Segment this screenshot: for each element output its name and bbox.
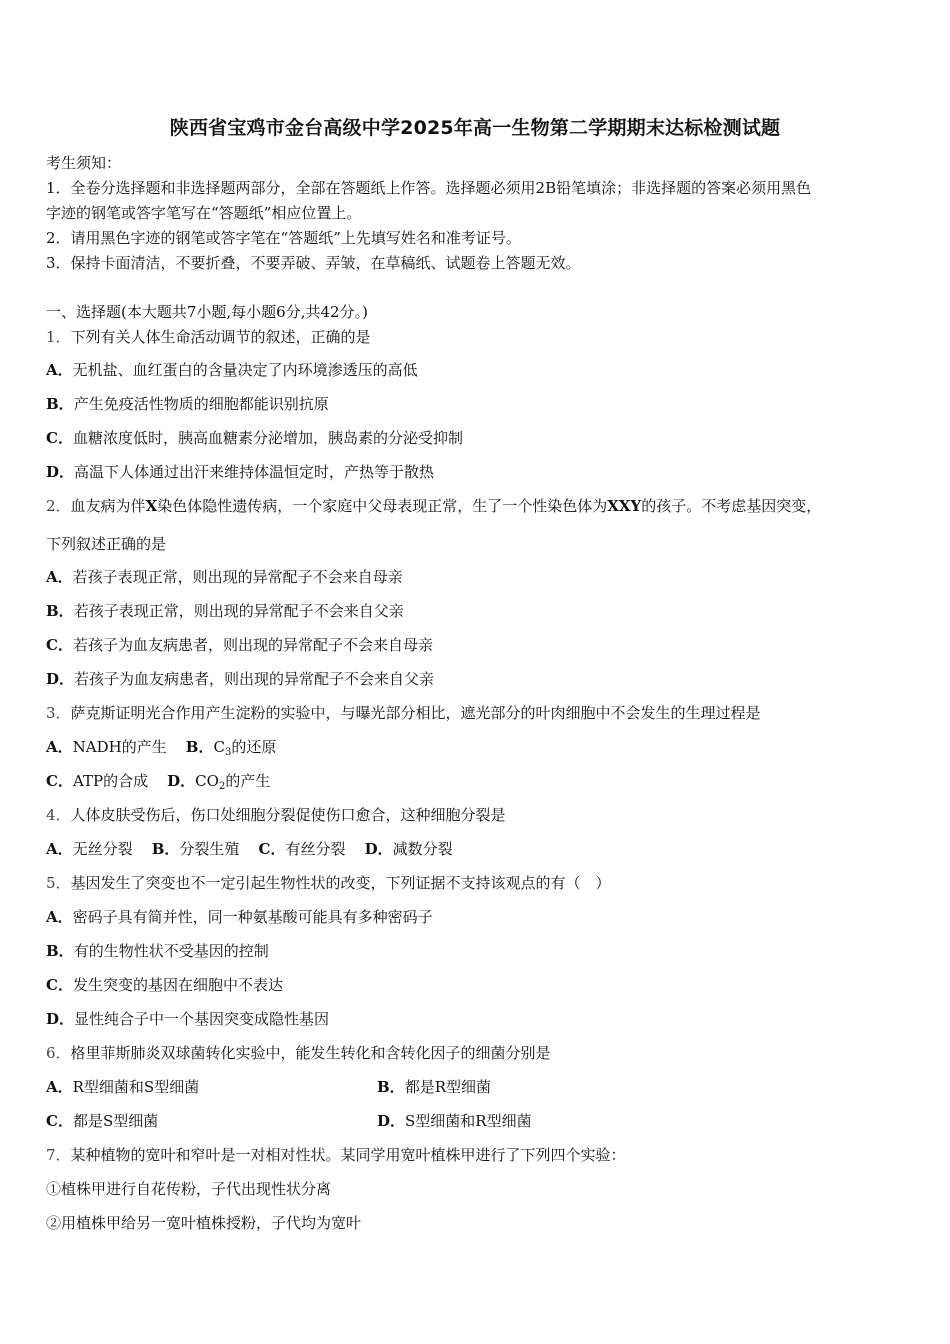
question-1-stem — [46, 327, 371, 347]
question-number: 4． — [46, 806, 71, 824]
option-text: NADH的产生 — [72, 738, 167, 756]
q4-options — [46, 839, 453, 859]
option-label: C． — [46, 429, 73, 447]
option-label: B． — [46, 395, 74, 413]
q3-options-ab — [46, 737, 276, 763]
q2-option-c — [46, 635, 433, 655]
question-text: 某种植物的宽叶和窄叶是一对相对性状。某同学用宽叶植株甲进行了下列四个实验： — [70, 1146, 626, 1164]
q1-option-c — [46, 428, 463, 448]
question-number: 2． — [46, 497, 71, 515]
question-number: 6． — [46, 1044, 71, 1062]
question-text: 染色体隐性遗传病，一个家庭中父母表现正常，生了一个性染色体为 — [157, 497, 608, 515]
question-7-stem — [46, 1145, 626, 1165]
option-text: 都是R型细菌 — [404, 1078, 491, 1096]
option-label: B． — [46, 602, 74, 620]
q5-option-a — [46, 907, 433, 927]
q6-option-b — [377, 1077, 491, 1097]
option-text: 若孩子表现正常，则出现的异常配子不会来自父亲 — [73, 602, 404, 620]
option-text: CO — [195, 772, 219, 790]
page-title: 陕西省宝鸡市金台高级中学2025年高一生物第二学期期末达标检测试题 — [169, 117, 781, 139]
option-text: 有的生物性状不受基因的控制 — [73, 942, 269, 960]
option-text: 显性纯合子中一个基因突变成隐性基因 — [74, 1010, 330, 1028]
option-label: B． — [46, 942, 74, 960]
q5-option-c — [46, 975, 283, 995]
option-label: B． — [377, 1078, 405, 1096]
question-text: 血友病为伴 — [70, 497, 146, 515]
option-label: A． — [46, 840, 73, 858]
option-label: A． — [46, 568, 73, 586]
q5-option-b — [46, 941, 269, 961]
question-number: 7． — [46, 1146, 71, 1164]
question-3-stem — [46, 703, 761, 723]
option-text: 有丝分裂 — [285, 840, 346, 858]
option-text: 若孩子为血友病患者，则出现的异常配子不会来自母亲 — [72, 636, 433, 654]
question-5-stem — [46, 873, 611, 893]
option-text: 都是S型细菌 — [72, 1112, 159, 1130]
option-label: B． — [185, 738, 214, 756]
option-label: A． — [46, 908, 73, 926]
option-text: 高温下人体通过出汗来维持体温恒定时，产热等于散热 — [74, 463, 435, 481]
question-text: 下列有关人体生命活动调节的叙述，正确的是 — [70, 328, 371, 346]
option-label: C． — [46, 636, 73, 654]
option-text: S型细菌和R型细菌 — [405, 1112, 532, 1130]
question-2-stem — [46, 496, 821, 516]
option-text: 发生突变的基因在细胞中不表达 — [72, 976, 283, 994]
option-label: D． — [167, 772, 196, 790]
option-label: D． — [46, 670, 75, 688]
option-text: R型细菌和S型细菌 — [72, 1078, 200, 1096]
q1-option-d — [46, 462, 434, 482]
option-text: ATP的合成 — [72, 772, 149, 790]
option-text: 的还原 — [231, 738, 277, 756]
q7-item-2: ②用植株甲给另一宽叶植株授粉，子代均为宽叶 — [46, 1214, 362, 1232]
question-number: 3． — [46, 704, 71, 722]
notice-header: 考生须知： — [46, 154, 122, 172]
q2-option-a — [46, 567, 403, 587]
q2-option-b — [46, 601, 404, 621]
q7-item-1: ①植株甲进行自花传粉，子代出现性状分离 — [46, 1180, 332, 1198]
question-text: 的孩子。不考虑基因突变， — [641, 497, 822, 515]
option-label: C． — [46, 976, 73, 994]
question-text: 萨克斯证明光合作用产生淀粉的实验中，与曝光部分相比，遮光部分的叶肉细胞中不会发生的生理过程是 — [70, 704, 761, 722]
option-text: 若孩子表现正常，则出现的异常配子不会来自母亲 — [72, 568, 403, 586]
option-label: C． — [46, 772, 73, 790]
question-number: 1． — [46, 328, 71, 346]
question-6-stem — [46, 1043, 551, 1063]
option-text: 无丝分裂 — [72, 840, 133, 858]
option-text: 密码子具有简并性，同一种氨基酸可能具有多种密码子 — [72, 908, 433, 926]
q1-option-a — [46, 360, 418, 380]
option-label: B． — [151, 840, 180, 858]
option-label: C． — [258, 840, 286, 858]
option-label: A． — [46, 361, 73, 379]
notice-item-3: 3．保持卡面清洁，不要折叠，不要弄破、弄皱，在草稿纸、试题卷上答题无效。 — [46, 254, 581, 272]
question-4-stem — [46, 805, 506, 825]
chromosome-x: X — [145, 497, 158, 515]
subscript: 2 — [218, 781, 226, 792]
option-label: A． — [46, 1078, 73, 1096]
notice-item-2: 2．请用黑色字迹的钢笔或答字笔在“答题纸”上先填写姓名和准考证号。 — [46, 229, 521, 247]
option-text: 无机盐、血红蛋白的含量决定了内环境渗透压的高低 — [72, 361, 418, 379]
option-label: C． — [46, 1112, 73, 1130]
option-text: 产生免疫活性物质的细胞都能识别抗原 — [73, 395, 329, 413]
q6-options-cd — [46, 1111, 906, 1131]
q3-options-cd — [46, 771, 270, 797]
question-2-stem-cont: 下列叙述正确的是 — [46, 535, 167, 553]
option-text: 的产生 — [225, 772, 271, 790]
question-number: 5． — [46, 874, 71, 892]
option-text: 血糖浓度低时，胰高血糖素分泌增加，胰岛素的分泌受抑制 — [72, 429, 463, 447]
q1-option-b — [46, 394, 329, 414]
notice-item-1: 1．全卷分选择题和非选择题两部分，全部在答题纸上作答。选择题必须用2B铅笔填涂；非选择题的答案必须用黑色 — [46, 179, 812, 197]
question-text: 格里菲斯肺炎双球菌转化实验中，能发生转化和含转化因子的细菌分别是 — [70, 1044, 551, 1062]
notice-item-1-cont: 字迹的钢笔或答字笔写在“答题纸”相应位置上。 — [46, 204, 362, 222]
option-text: 分裂生殖 — [179, 840, 240, 858]
option-text: C — [213, 738, 225, 756]
option-label: D． — [364, 840, 393, 858]
option-label: D． — [46, 463, 75, 481]
option-label: D． — [46, 1010, 75, 1028]
option-text: 若孩子为血友病患者，则出现的异常配子不会来自父亲 — [74, 670, 435, 688]
section-heading: 一、选择题(本大题共7小题,每小题6分,共42分。) — [46, 303, 368, 321]
q6-option-d — [377, 1111, 532, 1131]
option-label: D． — [377, 1112, 406, 1130]
q2-option-d — [46, 669, 434, 689]
q6-options-ab — [46, 1077, 906, 1097]
q5-option-d — [46, 1009, 329, 1029]
question-text: 基因发生了突变也不一定引起生物性状的改变，下列证据不支持该观点的有（ ） — [70, 874, 611, 892]
subscript: 3 — [224, 747, 232, 758]
option-text: 减数分裂 — [392, 840, 453, 858]
option-label: A． — [46, 738, 73, 756]
question-text: 人体皮肤受伤后，伤口处细胞分裂促使伤口愈合，这种细胞分裂是 — [70, 806, 506, 824]
chromosome-xxy: XXY — [607, 497, 642, 515]
